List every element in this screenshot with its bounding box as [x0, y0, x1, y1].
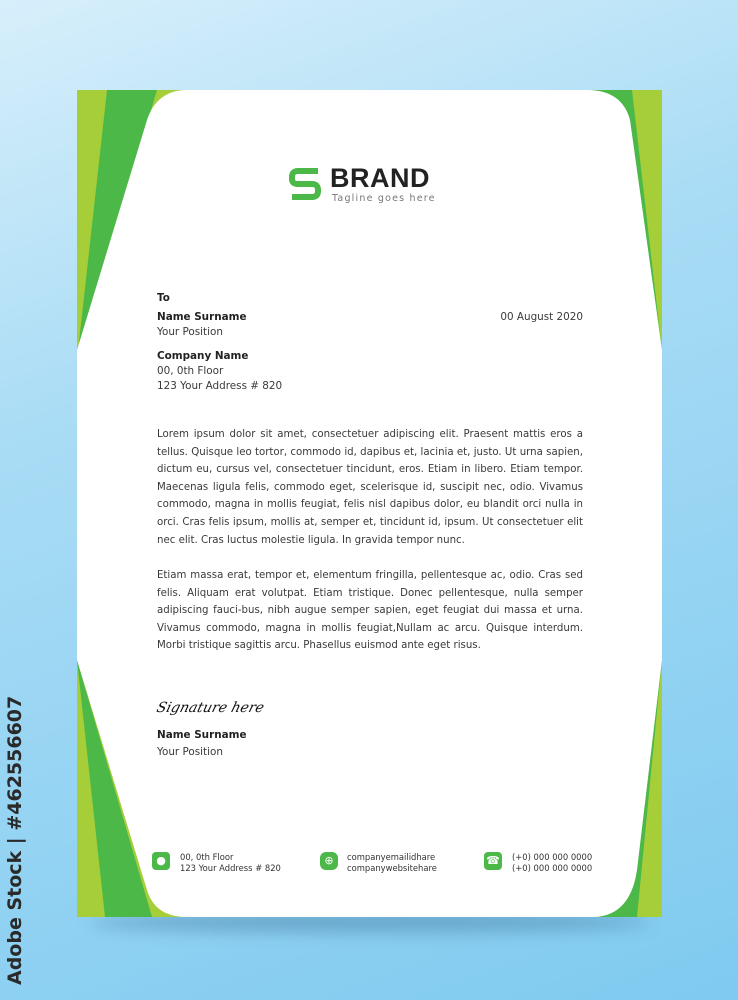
globe-icon: ⊕ [320, 852, 338, 870]
phone-icon: ☎ [484, 852, 502, 870]
brand-logo-icon [288, 167, 322, 201]
location-pin-icon: ● [152, 852, 170, 870]
signer-name: Name Surname [157, 729, 247, 741]
recipient-position: Your Position [157, 326, 223, 338]
watermark: Adobe Stock | #462556607 [4, 695, 26, 985]
footer-web: companyemailidhare companywebsitehare [347, 852, 437, 873]
to-label: To [157, 292, 170, 304]
company-address: 123 Your Address # 820 [157, 380, 283, 392]
body-paragraph: Etiam massa erat, tempor et, elementum fringilla, pellentesque ac, odio. Cras sed felis. Aliquam erat volutpat. Etiam tristique. Donec pellentesque, nulla semper adipiscing fauci-bus, nibh augue semper sapien, eget feugiat dui massa et urna. Vivamus commodo, magna in mollis feugiat,Nullam ac arcu. Quisque interdum. Morbi tristique sagittis arcu. Phasellus euismod ante eget risus. [157, 570, 583, 652]
brand-tagline: Tagline goes here [332, 193, 436, 204]
company-name: Company Name [157, 350, 249, 362]
company-floor: 00, 0th Floor [157, 365, 224, 377]
footer-address: 00, 0th Floor 123 Your Address # 820 [180, 852, 281, 873]
brand-name: BRAND [330, 163, 430, 193]
signer-position: Your Position [157, 746, 223, 758]
body-paragraph: Lorem ipsum dolor sit amet, consectetuer adipiscing elit. Praesent mattis eros a tellus. Quisque leo tortor, commodo id, dapibus et, lacinia et, justo. Ut urna sapien, dictum eu, cursus vel, consectetuer tincidunt, eros. Etiam in libero. Etiam tempor. Maecenas ligula felis, commodo eget, scelerisque id, suscipit nec, odio. Vivamus commodo, magna in mollis feugiat, felis nisl dapibus dolor, eu blandit orci nulla in orci. Cras felis ipsum, mollis at, semper et, tincidunt id, ipsum. Ut consectetuer elit nec elit. Cras luctus molestie ligula. In gravida tempor nunc. [157, 429, 583, 546]
recipient-name: Name Surname [157, 311, 247, 323]
signature: Signature here [154, 700, 266, 716]
letter-date: 00 August 2020 [500, 311, 583, 323]
footer-phone: (+0) 000 000 0000 (+0) 000 000 0000 [512, 852, 593, 873]
